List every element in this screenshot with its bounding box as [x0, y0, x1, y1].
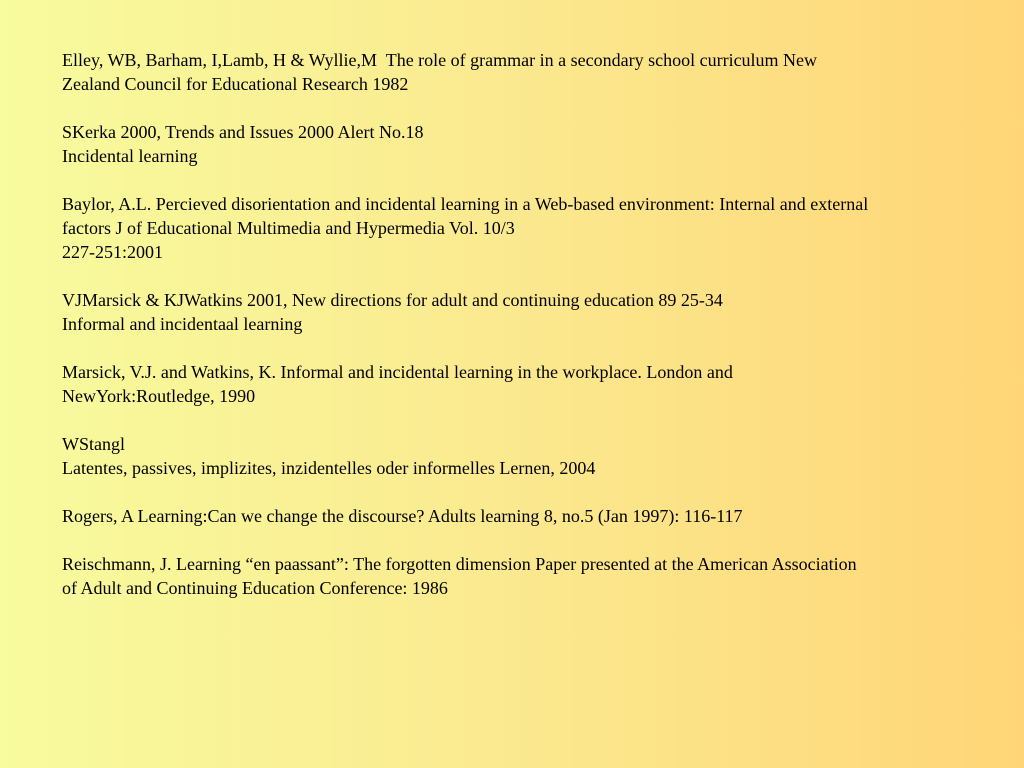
- reference-stangl: [62, 432, 962, 480]
- reference-line: Marsick, V.J. and Watkins, K. Informal and incidental learning in the workplace. London and: [62, 362, 733, 382]
- reference-line: WStangl: [62, 434, 125, 454]
- reference-line: SKerka 2000, Trends and Issues 2000 Alert No.18: [62, 122, 424, 142]
- reference-skerka: [62, 120, 962, 168]
- reference-line: Baylor, A.L. Percieved disorientation and incidental learning in a Web-based environment: Internal and external: [62, 194, 869, 214]
- reference-line: Elley, WB, Barham, I,Lamb, H & Wyllie,M The role of grammar in a secondary school curriculum New: [62, 50, 818, 70]
- reference-line: of Adult and Continuing Education Conference: 1986: [62, 578, 448, 598]
- reference-line: VJMarsick & KJWatkins 2001, New directions for adult and continuing education 89 25-34: [62, 290, 723, 310]
- reference-baylor: [62, 192, 962, 264]
- reference-rogers: [62, 504, 962, 528]
- reference-line: Zealand Council for Educational Research 1982: [62, 74, 409, 94]
- reference-line: NewYork:Routledge, 1990: [62, 386, 256, 406]
- reference-line: Latentes, passives, implizites, inzidentelles oder informelles Lernen, 2004: [62, 458, 596, 478]
- reference-marsick-watkins-2001: [62, 288, 962, 336]
- reference-line: Reischmann, J. Learning “en paassant”: The forgotten dimension Paper presented at the American Association: [62, 554, 857, 574]
- reference-reischmann: [62, 552, 962, 600]
- reference-list: [62, 48, 962, 624]
- reference-elley: [62, 48, 962, 96]
- reference-line: 227-251:2001: [62, 242, 163, 262]
- reference-marsick-watkins-1990: [62, 360, 962, 408]
- reference-line: Incidental learning: [62, 146, 198, 166]
- reference-line: Rogers, A Learning:Can we change the discourse? Adults learning 8, no.5 (Jan 1997): 116-117: [62, 506, 743, 526]
- reference-line: Informal and incidentaal learning: [62, 314, 303, 334]
- reference-line: factors J of Educational Multimedia and Hypermedia Vol. 10/3: [62, 218, 515, 238]
